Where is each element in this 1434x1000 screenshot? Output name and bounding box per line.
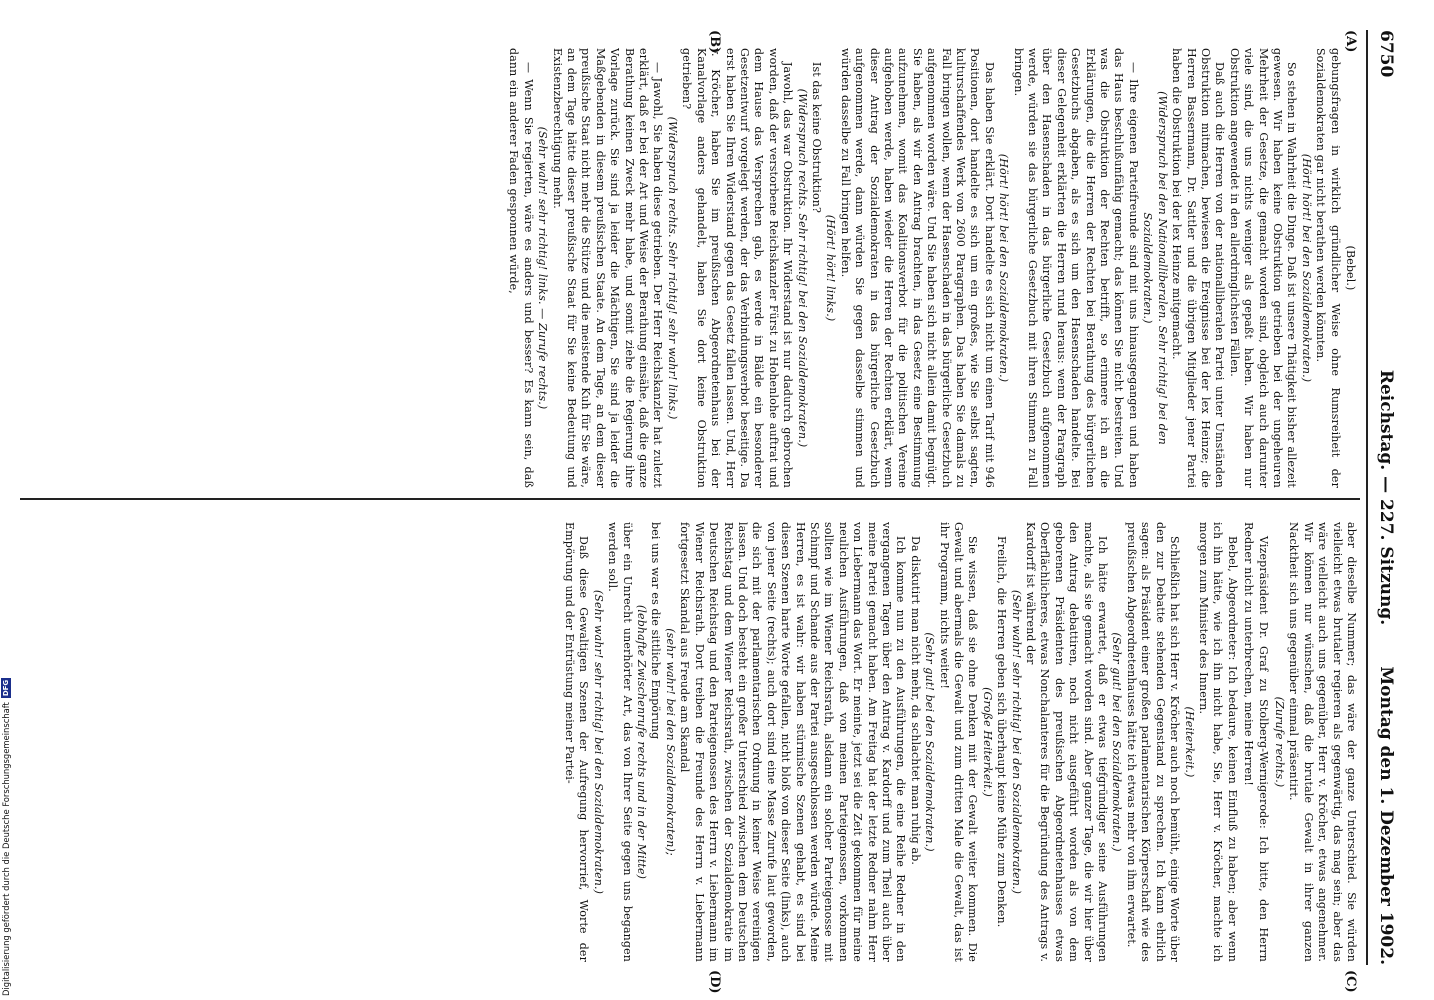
credit-text: Digitalisierung gefördert durch die Deutsche Forschungsgemeinschaft: [1, 702, 11, 996]
page-header: [1370, 30, 1396, 965]
paragraph: Ich komme nun zu den Ausführungen, die eine Reihe Redner in den vergangenen Tagen über den Antrag v. Kardorff und zum Theil auch über meine Partei gemacht haben. Am Freitag hat der letzte Redner nahm Herr von Liebermann das Wort. Er meinte, jetzt sei die Zeit gekommen für meine neulichen Ausführungen, daß von meinen Parteigenossen, vorkommen sollten wie im Wiener Reichsrath, alsdann ein solcher Parteigenosse mit Schimpf und Schande aus der Partei ausgeschlossen werden würde. Meine Herren, es ist wahr: wir haben stürmische Szenen gehabt, es sind bei diesen Szenen harte Worte gefallen, nicht bloß von dieser Seite (links), auch von jener Seite (rechts); auch dort sind eine Masse Zurufe laut geworden, die sich mit der parlamentarischen Ordnung in keiner Weise vereinigen lassen. Und doch besteht ein großer Unterschied zwischen dem Deutschen Reichstag und dem Wiener Reichsrath, zwischen der Sozialdemokratie im Deutschen Reichstag und den Parteigenossen des Herrn v. Liebermann im Wiener Reichsrath. Dort treiben die Freunde des Herrn v. Liebermann fortgesetzt Skandal aus Freude am Skandal: [678, 522, 908, 962]
paragraph: — Ihre eigenen Parteifreunde sind mit uns hinausgegangen und haben das Haus beschlußunfähig gemacht; das können Sie nicht bestreiten. Und was die Obstruktion der Rechten betrifft, so erinnere ich an die Erklärungen, die die Herren der Rechten bei Berathung des bürgerlichen Gesetzbuchs abgaben, als es sich um den Hasenschaden handelte. Bei dieser Gelegenheit erklärten die Herren rund heraus: wenn der Paragraph über den Hasenschaden in das bürgerliche Gesetzbuch aufgenommen werde, würden sie das bürgerliche Gesetzbuch mit ihren Stimmen zu Fall bringen.: [1011, 48, 1140, 488]
page-title: Reichstag. — 227. Sitzung.: [1376, 369, 1396, 626]
interjection: (Sehr gut! bei den Sozialdemokraten.): [1110, 632, 1124, 852]
speaker-heading: (Bebel.): [1344, 245, 1357, 291]
paragraph: über ein Unrecht unerhörter Art, das von Ihrer Seite gegen uns begangen werden soll.: [606, 522, 634, 962]
paragraph: — Wenn Sie regierten, wäre es anders und besser? Es kann sein, daß dann ein anderer Faden gesponnen würde,: [507, 48, 535, 488]
right-column: [18, 522, 1358, 962]
speaker-paragraph: Vizepräsident Dr. Graf zu Stolberg-Wernigerode: Ich bitte, den Herrn Redner nicht zu unterbrechen, meine Herren!: [1242, 522, 1270, 962]
interjection: (Große Heiterkeit.): [980, 687, 994, 797]
paragraph: Jawohl, das war Obstruktion. Ihr Widerstand ist nur dadurch gebrochen worden, daß der verstorbene Reichskanzler Fürst zu Hohenlohe auftrat und dem Hause das Versprechen gab, es werde in Bälde ein besonderer Gesetzentwurf vorgelegt werden, der das Verbindungsverbot beseitige. Da erst haben Sie Ihren Widerstand gegen das Gesetz fallen lassen. Und, Herr v. Kröcher, haben Sie im preußischen Abgeordnetenhaus bei der Kanalvorlage anders gehandelt, haben Sie dort keine Obstruktion getrieben?: [680, 48, 795, 488]
paragraph: Das haben Sie erklärt. Dort handelte es sich nicht um einen Tarif mit 946 Positionen, dort handelte es sich um ein großes, wie Sie selbst sagten, kulturschaffendes Werk von 2600 Paragraphen. Das haben Sie damals zu Fall bringen wollen, wenn der Hasenschaden in das bürgerliche Gesetzbuch aufgenommen worden wäre. Und Sie haben sich nicht allein damit begnügt. Sie haben, als wir den Antrag brachten, in das Gesetz eine Bestimmung aufzunehmen, womit das Koalitionsverbot für die politischen Vereine aufgehoben werde, haben wieder die Herren der Rechten erklärt, wenn dieser Antrag der Sozialdemokraten in das bürgerliche Gesetzbuch aufgenommen werde, dann würden Sie gegen dasselbe stimmen und würden dasselbe zu Fall bringen helfen.: [838, 48, 996, 488]
margin-marker-c: (C): [1343, 970, 1358, 993]
left-column: [18, 48, 1358, 488]
paragraph: Ist das keine Obstruktion?: [809, 62, 823, 214]
interjection: (Hört! hört! links.): [824, 214, 838, 322]
paragraph: Schließlich hat sich Herr v. Kröcher auch noch bemüht, einige Worte über den zur Debatte stehenden Gegenstand zu sprechen. Ich kann ehrlich sagen: als Präsident einer großen parlamentarischen Körperschaft wie des preußischen Abgeordnetenhauses hätte ich etwas mehr von ihm erwartet.: [1124, 522, 1182, 962]
paragraph: So stehen in Wahrheit die Dinge. Daß ist unsere Thätigkeit bisher allezeit gewesen. Wir haben keine Obstruktion getrieben bei der ungeheuren Mehrheit der Gesetze, die gemacht worden sind, obgleich auch darunter viele sind, die uns nichts weniger als gepaßt haben. Wir haben nur Obstruktion angewendet in den allerdringlichsten Fällen.: [1227, 48, 1299, 488]
page-number: 6750: [1376, 30, 1396, 78]
session-date: Montag den 1. Dezember 1902.: [1376, 666, 1396, 965]
paragraph: aber dieselbe Nummer; das wäre der ganze Unterschied. Sie würden vielleicht etwas brutaler regieren als gegenwärtig, das mag sein; aber das wäre vielleicht auch uns gegenüber, Herr v. Kröcher, etwas angenehmer. Wir können nur wünschen, daß die brutale Gewalt in ihrer ganzen Nacktheit sich uns gegenüber einmal präsentirt.: [1287, 522, 1358, 962]
paragraph: — Jawohl, Sie haben diese getrieben. Der Herr Reichskanzler hat zuletzt erklärt, daß er bei der Art und Weise der Berathung einsähe, daß die ganze Berathung keinen Zweck mehr habe, und somit ziehe die Regierung ihre Vorlage zurück. Sie sind ja leider die Mächtigen, Sie sind ja leider die Maßgebenden in diesem preußischen Staate. An dem Tage, an dem dieser preußische Staat nicht mehr die Stütze und die meistende Kuh für Sie wäre, an dem Tage hätte dieser preußische Staat für Sie keine Bedeutung und Existenzberechtigung mehr.: [550, 48, 665, 488]
interjection: (Widerspruch rechts. Sehr richtig! sehr wahr! links.): [665, 116, 679, 420]
interjection: (Hört! hört! bei den Sozialdemokraten.): [997, 153, 1011, 383]
interjection: (Sehr gut! bei den Sozialdemokraten.): [923, 632, 937, 852]
paragraph: gebungsfragen in wirklich gründlicher Weise ohne Rumsreiheit der Sozialdemokraten gar nicht berathen werden könnten.: [1314, 48, 1342, 488]
interjection: (sehr wahr! bei den Sozialdemokraten);: [663, 628, 677, 856]
interjection: (Hört! hört! bei den Sozialdemokraten.): [1299, 153, 1313, 383]
column-divider: [20, 498, 1360, 500]
paragraph: bei uns war es die sittliche Empörung: [649, 522, 663, 740]
speaker-paragraph: Bebel, Abgeordneter: Ich bedaure, keinen Einfluß zu haben; aber wenn ich ihn hätte, wie ich ihn nicht habe, Sie, Herr v. Kröcher, machte ich morgen zum Minister des Innern.: [1196, 522, 1239, 962]
interjection: (Heiterkeit.): [1182, 706, 1196, 778]
interjection: (Zurufe rechts.): [1272, 696, 1286, 788]
header-rule: [1366, 30, 1368, 965]
dfg-logo-icon: DFG: [2, 679, 10, 697]
paragraph: Da diskutirt man nicht mehr, da schlachtet man ruhig ab.: [908, 536, 922, 866]
interjection: (Sehr wahr! sehr richtig! bei den Sozialdemokraten.): [1009, 589, 1023, 895]
interjection: (Sehr wahr! sehr richtig! links. — Zurufe rechts.): [536, 126, 550, 410]
margin-marker-a: (A): [1343, 30, 1358, 53]
paragraph: Daß auch die Herren von der nationalliberalen Partei unter Umständen Obstruktion mitmachen, bewiesen die Ereignisse bei der lex Heinze; die Herren Bassermann, Dr. Sattler und die übrigen Mitglieder jener Partei haben die Obstruktion bei der lex Heinze mitgemacht.: [1170, 48, 1227, 488]
interjection: (Sehr wahr! sehr richtig! bei den Sozialdemokraten.): [591, 589, 605, 895]
paragraph: Ich hätte erwartet, daß er etwas tiefgründiger seine Ausführungen machte, als sie gemacht worden sind. Aber ganzer Tage, die wir hier über den Antrag debattiren, noch nicht ausgeführt worden als von dem geborenen Präsidenten des preußischen Abgeordnetenhauses etwas Oberflächlicheres, etwas Nonchalanteres für die Begründung des Antrags v. Kardorff ist während der: [1024, 522, 1110, 962]
paragraph: Daß diese Gewaltigen Szenen der Aufregung hervorrief, Worte der Empörung und der Entrüstung meiner Partei-: [563, 522, 591, 962]
interjection: (Widerspruch bei den Nationalliberalen. Sehr richtig! bei den Sozialdemokraten.): [1141, 91, 1169, 445]
margin-marker-b: (B): [707, 30, 722, 54]
paragraph: Sie wissen, daß sie ohne Denken mit der Gewalt weiter kommen. Die Gewalt und abermals die Gewalt und zum dritten Male die Gewalt, das ist ihr Programm, nichts weiter!: [937, 522, 980, 962]
interjection: (Widerspruch rechts. Sehr richtig! bei den Sozialdemokraten.): [795, 88, 809, 448]
interjection: (lebhafte Zwischenrufe rechts und in der Mitte): [635, 604, 649, 880]
digitization-credit: [1, 600, 11, 996]
paragraph: Freilich, die Herren geben sich überhaupt keine Mühe zum Denken.: [995, 536, 1009, 928]
margin-marker-d: (D): [707, 970, 722, 994]
